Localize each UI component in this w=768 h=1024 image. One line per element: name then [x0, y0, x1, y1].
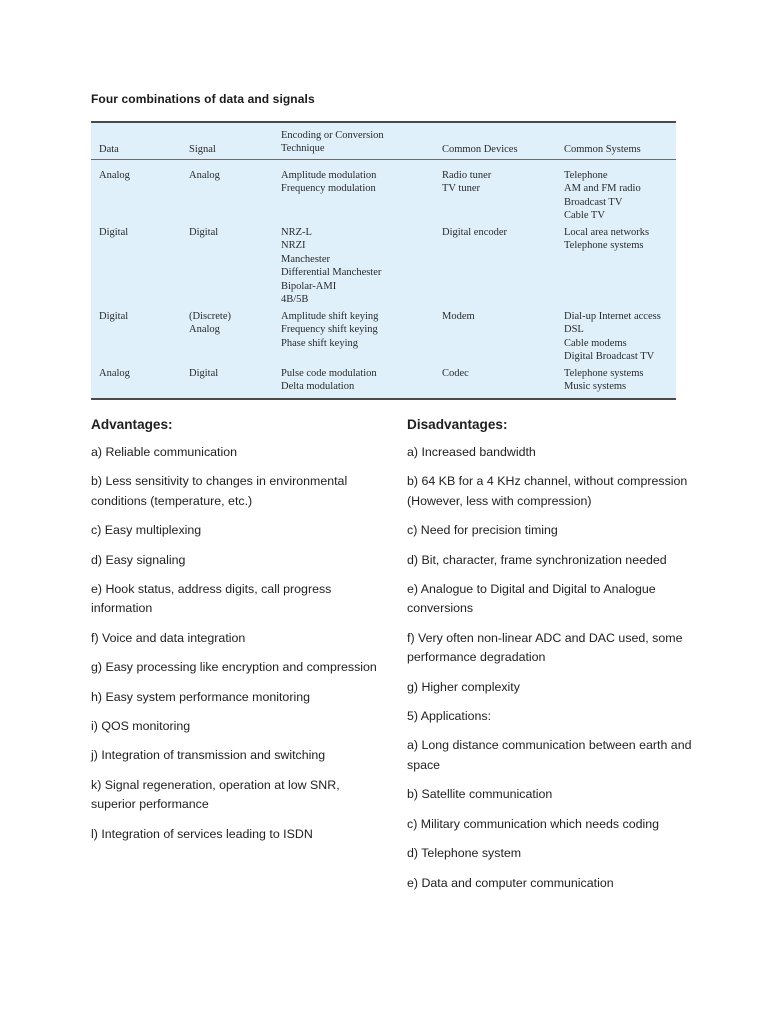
cell-line: Analog [189, 324, 220, 336]
cell-line: Pulse code modulation [281, 368, 377, 379]
cell-line: 4B/5B [281, 294, 309, 306]
cell-line: Broadcast TV [564, 196, 623, 208]
header-technique [281, 129, 384, 156]
cell-line: (Discrete) [189, 311, 231, 322]
cell-line: Amplitude shift keying [281, 311, 379, 322]
row-1-technique [281, 169, 376, 196]
row-4-data: Analog [99, 368, 130, 379]
list-item: c) Easy multiplexing [91, 523, 202, 538]
header-systems: Common Systems [564, 144, 641, 155]
cell-line: Dial-up Internet access [564, 311, 661, 322]
list-item: c) Need for precision timing [407, 523, 558, 538]
cell-line: Digital Broadcast TV [564, 351, 655, 363]
row-3-systems [564, 310, 661, 364]
applications-heading: 5) Applications: [407, 709, 492, 724]
header-data: Data [99, 144, 119, 155]
data-signal-table [91, 121, 676, 400]
cell-line: Frequency modulation [281, 183, 376, 195]
list-item: k) Signal regeneration, operation at low SNR, superior performance [91, 777, 340, 812]
cell-line: Delta modulation [281, 381, 355, 393]
list-item: f) Very often non-linear ADC and DAC used, some performance degradation [407, 630, 683, 665]
disadvantages-heading: Disadvantages: [407, 417, 508, 432]
list-item: c) Military communication which needs coding [407, 816, 660, 831]
cell-line: Local area networks [564, 227, 650, 238]
row-1-signal [189, 169, 220, 182]
list-item: d) Bit, character, frame synchronization needed [407, 552, 667, 567]
row-2-systems [564, 226, 649, 253]
list-item: b) Less sensitivity to changes in environmental conditions (temperature, etc.) [91, 474, 348, 508]
cell-line: Telephone systems [564, 368, 644, 379]
row-1-devices [442, 169, 491, 196]
list-item: a) Reliable communication [91, 445, 238, 459]
cell-line: Codec [442, 368, 469, 379]
list-item: a) Long distance communication between earth and space [407, 738, 692, 772]
header-rule [91, 159, 676, 160]
cell-line: TV tuner [442, 183, 481, 195]
row-1-data: Analog [99, 170, 130, 181]
cell-line: NRZ-L [281, 227, 312, 238]
row-2-data: Digital [99, 227, 129, 238]
cell-line: Bipolar-AMI [281, 280, 337, 292]
cell-line: Phase shift keying [281, 337, 358, 349]
cell-line: Radio tuner [442, 170, 492, 181]
row-4-systems [564, 367, 643, 394]
cell-line: Digital [189, 368, 219, 379]
cell-line: Telephone systems [564, 240, 644, 252]
row-3-data: Digital [99, 311, 129, 322]
cell-line: Cable modems [564, 337, 627, 349]
list-item: b) Satellite communication [407, 787, 553, 802]
cell-line: Amplitude modulation [281, 170, 377, 181]
row-2-signal [189, 226, 218, 239]
cell-line: Digital encoder [442, 227, 508, 238]
list-item: l) Integration of services leading to ISDN [91, 826, 313, 841]
list-item: b) 64 KB for a 4 KHz channel, without compression (However, less with compression) [407, 474, 688, 508]
list-item: d) Telephone system [407, 846, 522, 861]
row-4-signal [189, 367, 218, 380]
cell-line: Digital [189, 227, 219, 238]
row-3-signal [189, 310, 231, 337]
list-item: g) Higher complexity [407, 679, 520, 694]
header-technique-line: Technique [281, 143, 325, 155]
cell-line: DSL [564, 324, 584, 336]
row-3-technique [281, 310, 378, 350]
advantages-heading: Advantages: [91, 417, 173, 432]
cell-line: Music systems [564, 381, 627, 393]
row-4-devices [442, 367, 469, 380]
disadvantages-section [407, 415, 707, 903]
list-item: g) Easy processing like encryption and compression [91, 660, 377, 675]
row-2-technique [281, 226, 381, 306]
page-title: Four combinations of data and signals [91, 92, 315, 106]
row-3-devices [442, 310, 475, 323]
header-technique-line: Encoding or Conversion [281, 130, 384, 141]
cell-line: Analog [189, 170, 220, 181]
row-4-technique [281, 367, 377, 394]
list-item: j) Integration of transmission and switching [91, 748, 326, 763]
list-item: a) Increased bandwidth [407, 445, 536, 459]
list-item: e) Analogue to Digital and Digital to Analogue conversions [407, 582, 656, 616]
cell-line: Frequency shift keying [281, 324, 378, 336]
list-item: f) Voice and data integration [91, 630, 246, 645]
cell-line: Differential Manchester [281, 267, 382, 279]
list-item: i) QOS monitoring [91, 719, 191, 734]
cell-line: Cable TV [564, 210, 605, 222]
header-signal: Signal [189, 144, 216, 155]
advantages-section [91, 415, 381, 854]
list-item: e) Data and computer communication [407, 875, 614, 890]
list-item: d) Easy signaling [91, 552, 186, 567]
list-item: h) Easy system performance monitoring [91, 689, 310, 704]
list-item: e) Hook status, address digits, call progress information [91, 582, 332, 616]
header-devices: Common Devices [442, 144, 518, 155]
row-1-systems [564, 169, 641, 223]
cell-line: Modem [442, 311, 475, 322]
cell-line: AM and FM radio [564, 183, 641, 195]
cell-line: Manchester [281, 253, 330, 265]
cell-line: Telephone [564, 170, 608, 181]
row-2-devices [442, 226, 507, 239]
cell-line: NRZI [281, 240, 306, 252]
